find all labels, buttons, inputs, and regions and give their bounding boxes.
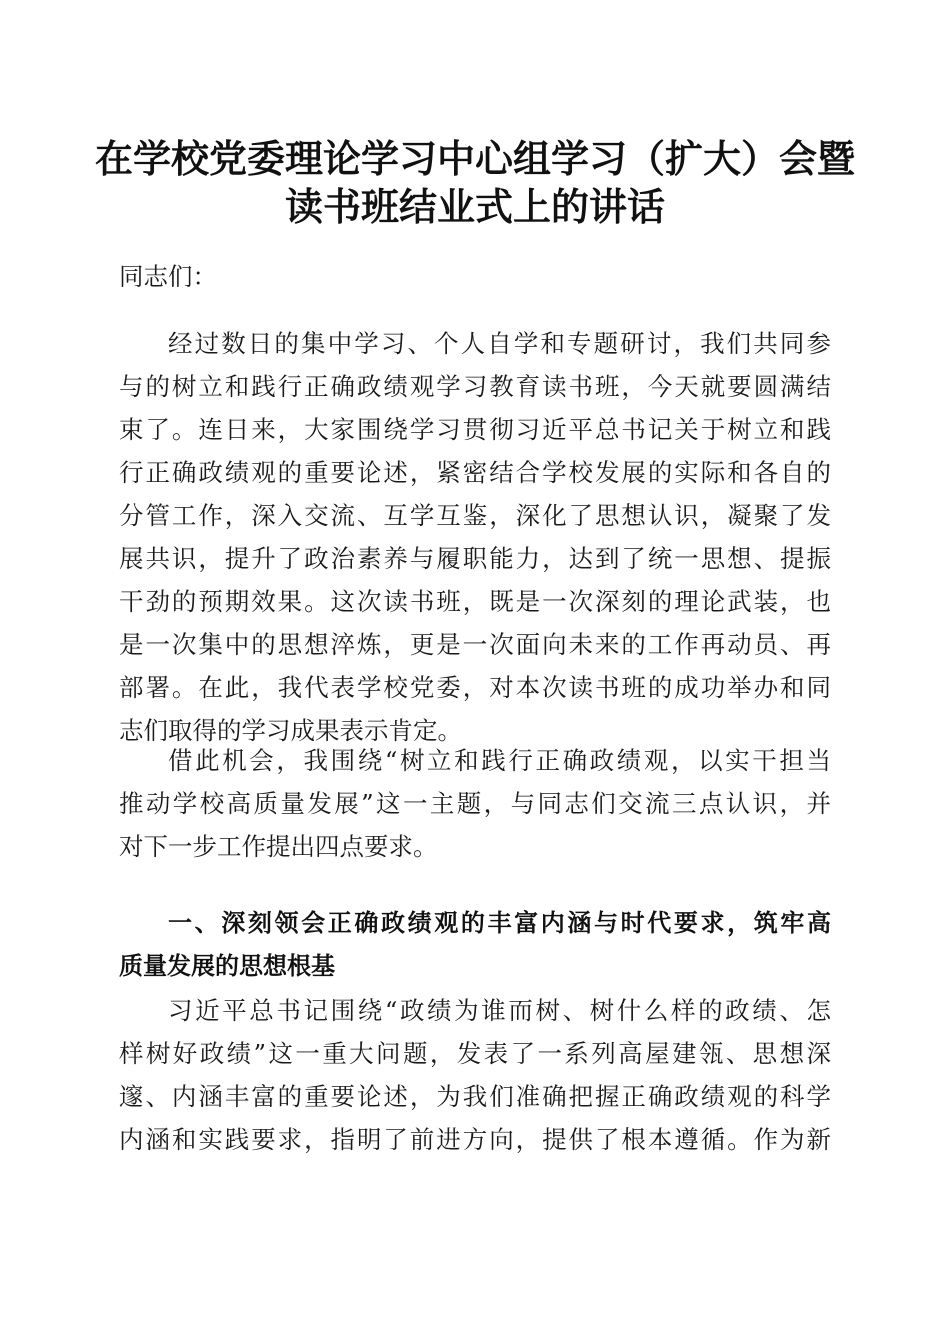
paragraph-line: 分管工作，深入交流、互学互鉴，深化了思想认识，凝聚了发 — [119, 501, 831, 530]
paragraph-line: 对下一步工作提出四点要求。 — [119, 832, 438, 861]
section-heading-1 — [119, 902, 831, 988]
paragraph-1 — [119, 322, 831, 752]
paragraph-line: 与的树立和践行正确政绩观学习教育读书班，今天就要圆满结 — [119, 372, 831, 401]
paragraph-line: 部署。在此，我代表学校党委，对本次读书班的成功举办和同 — [119, 673, 831, 702]
paragraph-line: 志们取得的学习成果表示肯定。 — [119, 716, 462, 745]
paragraph-2 — [119, 739, 831, 868]
paragraph-line: 束了。连日来，大家围绕学习贯彻习近平总书记关于树立和践 — [119, 415, 831, 444]
paragraph-line: 经过数日的集中学习、个人自学和专题研讨，我们共同参 — [168, 329, 831, 358]
paragraph-line: 是一次集中的思想淬炼，更是一次面向未来的工作再动员、再 — [119, 630, 831, 659]
paragraph-line: 展共识，提升了政治素养与履职能力，达到了统一思想、提振 — [119, 544, 831, 573]
paragraph-line: 借此机会，我围绕“树立和践行正确政绩观，以实干担当 — [168, 746, 831, 775]
salutation: 同志们： — [119, 262, 217, 291]
heading-line: 质量发展的思想根基 — [119, 952, 335, 980]
paragraph-line: 行正确政绩观的重要论述，紧密结合学校发展的实际和各自的 — [119, 458, 831, 487]
document-title-line-1: 在学校党委理论学习中心组学习（扩大）会暨 — [94, 136, 855, 181]
heading-line: 一、深刻领会正确政绩观的丰富内涵与时代要求，筑牢高 — [168, 909, 831, 937]
document-title-line-2: 读书班结业式上的讲话 — [284, 184, 665, 229]
paragraph-line: 习近平总书记围绕“政绩为谁而树、树什么样的政绩、怎 — [168, 996, 831, 1025]
paragraph-line: 干劲的预期效果。这次读书班，既是一次深刻的理论武装，也 — [119, 587, 831, 616]
paragraph-line: 样树好政绩”这一重大问题，发表了一系列高屋建瓴、思想深 — [119, 1039, 831, 1068]
paragraph-line: 邃、内涵丰富的重要论述，为我们准确把握正确政绩观的科学 — [119, 1082, 831, 1111]
paragraph-line: 推动学校高质量发展”这一主题，与同志们交流三点认识，并 — [119, 789, 831, 818]
paragraph-line: 内涵和实践要求，指明了前进方向，提供了根本遵循。作为新 — [119, 1125, 831, 1154]
paragraph-3 — [119, 989, 831, 1161]
